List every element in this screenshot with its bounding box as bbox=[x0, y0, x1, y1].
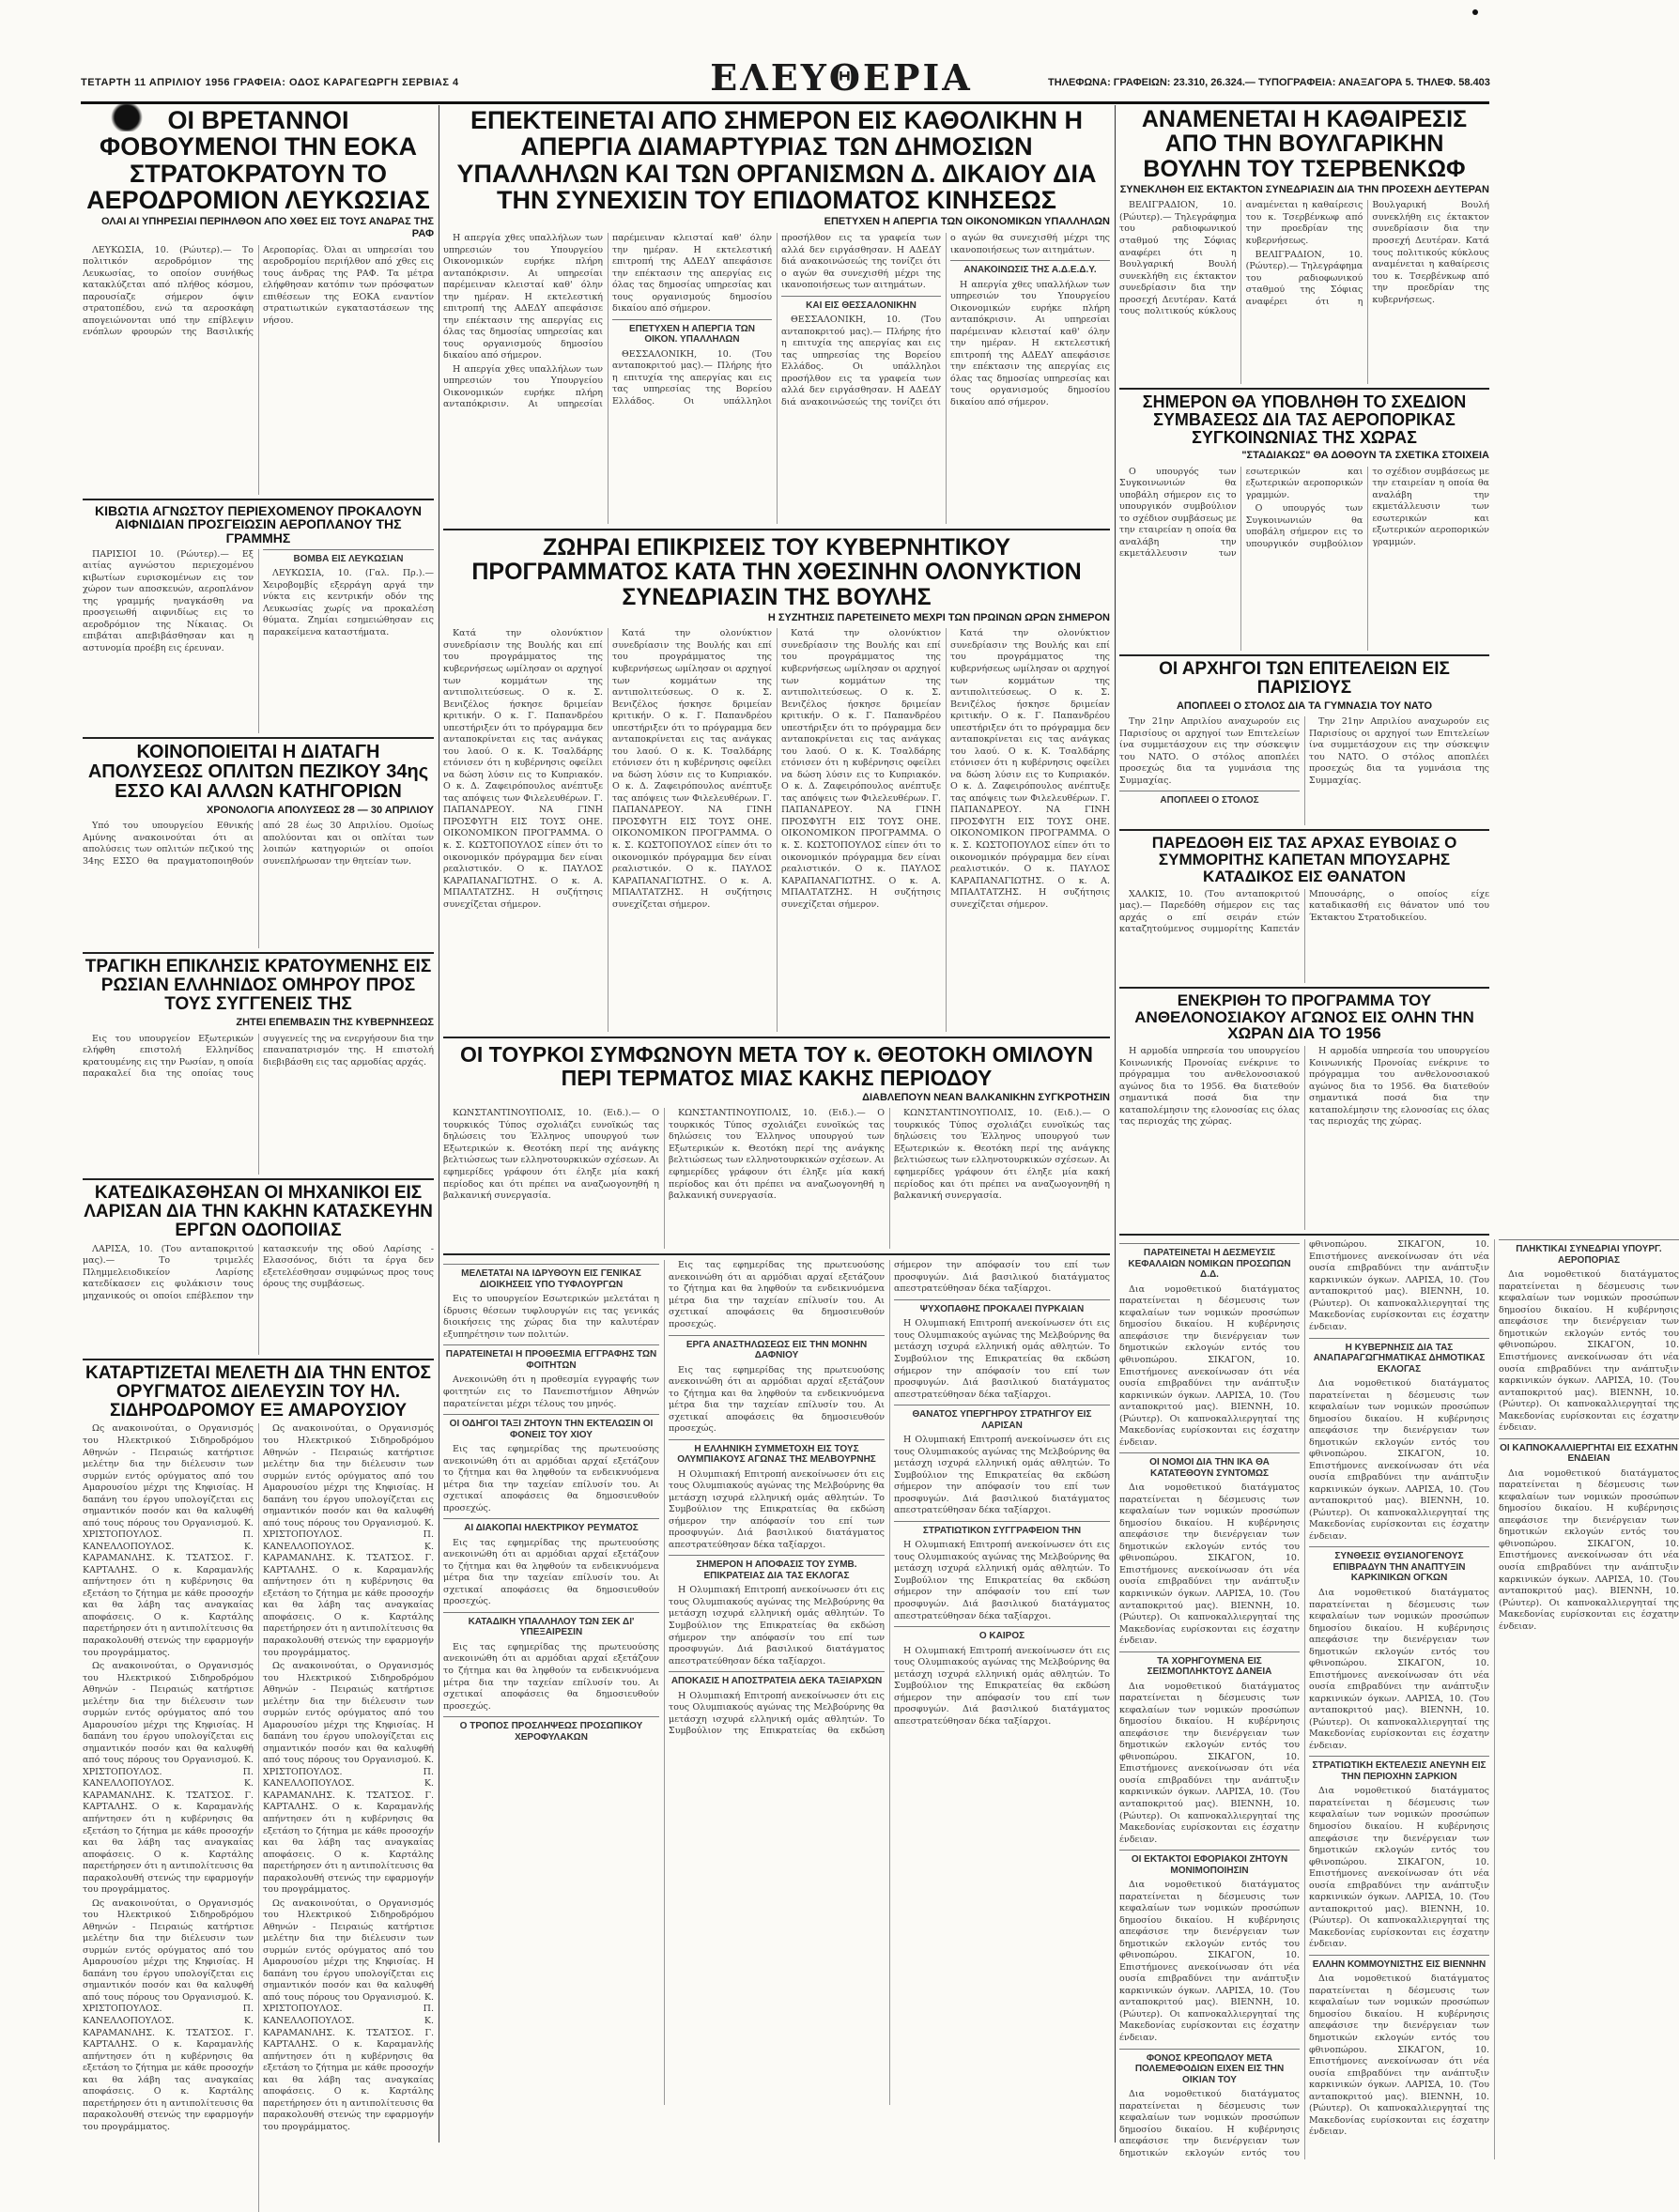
article-paragraph: Η απεργία χθες υπαλλήλων των υπηρεσιών του Υπουργείου Οικονομικών ευρήκε πλήρη ανταπόκρισιν. Αι υπηρεσίαι παρέμειναν κλεισταί καθ' όλην την ημέραν. Η εκτελεστική επιτροπή της ΑΔΕΔΥ απεφάσισε την επέκτασιν της απεργίας εις όλας τας δημοσίας υπηρεσίας και τους οργανισμούς δημοσίου δικαίου από σήμερον. bbox=[950, 279, 1110, 407]
article-paragraph: Δια νομοθετικού διατάγματος παρατείνεται η δέσμευσις των κεφαλαίων των νομικών προσώπων δημοσίου δικαίου. Η κυβέρνησις απεφάσισε την διενέργειαν των δημοτικών εκλογών εντός του φθινοπώρου. ΣΙΚΑΓΟΝ, 10. Επιστήμονες ανεκοίνωσαν ότι νέα ουσία επιβραδύνει την ανάπτυξιν καρκινικών όγκων. ΛΑΡΙΣΑ, 10. (Του ανταποκριτού μας). ΒΙΕΝΝΗ, 10. (Ρώυτερ). Οι καπνοκαλλιεργηταί της Μακεδονίας ευρίσκονται εις έσχατην ένδειαν. bbox=[1119, 1880, 1300, 2043]
article-paragraph: Εις τας εφημερίδας της πρωτευούσης ανεκοινώθη ότι αι αρμόδιαι αρχαί εξετάζουν το ζήτημα και θα ληφθούν τα ενδεικνυόμενα μέτρα δια την ταχείαν επίλυσίν του. Αι σχετικαί αποφάσεις θα δημοσιευθούν προσεχώς. bbox=[669, 1260, 885, 1329]
article-body bbox=[1119, 889, 1489, 983]
article-paragraph: Η απεργία χθες υπαλλήλων των υπηρεσιών του Υπουργείου Οικονομικών ευρήκε πλήρη ανταπόκρισιν. Αι υπηρεσίαι παρέμειναν κλεισταί καθ' όλην την ημέραν. Η εκτελεστική επιτροπή της ΑΔΕΔΥ απεφάσισε την επέκτασιν της απεργίας εις όλας τας δημοσίας υπηρεσίας και τους οργανισμούς δημοσίου δικαίου από σήμερον. bbox=[443, 233, 603, 361]
news-title: Η ΕΛΛΗΝΙΚΗ ΣΥΜΜΕΤΟΧΗ ΕΙΣ ΤΟΥΣ ΟΛΥΜΠΙΑΚΟΥΣ ΑΓΩΝΑΣ ΤΗΣ ΜΕΛΒΟΥΡΝΗΣ bbox=[669, 1439, 885, 1466]
section-title: ΑΝΑΚΟΙΝΩΣΙΣ ΤΗΣ Α.Δ.Ε.Δ.Υ. bbox=[950, 260, 1110, 276]
article-body bbox=[83, 245, 434, 495]
article-headline: ΟΙ ΒΡΕΤΑΝΝΟΙ ΦΟΒΟΥΜΕΝΟΙ ΤΗΝ ΕΟΚΑ ΣΤΡΑΤΟΚΡΑΤΟΥΝ ΤΟ ΑΕΡΟΔΡΟΜΙΟΝ ΛΕΥΚΩΣΙΑΣ bbox=[86, 106, 430, 215]
news-title: ΑΠΟΚΑΣΙΣ Η ΑΠΟΣΤΡΑΤΕΙΑ ΔΕΚΑ ΤΑΞΙΑΡΧΩΝ bbox=[669, 1671, 885, 1687]
article-paragraph: Ως ανακοινούται, ο Οργανισμός του Ηλεκτρικού Σιδηροδρόμου Αθηνών - Πειραιώς κατήρτισε μελέτην δια την διέλευσιν των συρμών εντός ορύγματος από του Αμαρουσίου μέχρι της Κηφισίας. Η δαπάνη του έργου υπολογίζεται εις σημαντικόν ποσόν και θα καλυφθή από τους πόρους του Οργανισμού. Κ. ΧΡΙΣΤΟΠΟΥΛΟΣ. Π. ΚΑΝΕΛΛΟΠΟΥΛΟΣ. Κ. ΚΑΡΑΜΑΝΛΗΣ. Κ. ΤΣΑΤΣΟΣ. Γ. ΚΑΡΤΑΛΗΣ. Ο κ. Καραμανλής απήντησεν ότι η κυβέρνησις θα εξετάση το ζήτημα με κάθε προσοχήν και θα λάβη τας αναγκαίας αποφάσεις. Ο κ. Καρτάλης παρετήρησεν ότι η αντιπολίτευσις θα παρακολουθή στενώς την εφαρμογήν του προγράμματος. bbox=[263, 1897, 434, 2132]
box-title: ΒΟΜΒΑ ΕΙΣ ΛΕΥΚΩΣΙΑΝ bbox=[263, 549, 434, 565]
news-title: ΣΤΡΑΤΙΩΤΙΚΗ ΕΚΤΕΛΕΣΙΣ ΑΝΕΥΝΗ ΕΙΣ ΤΗΝ ΠΕΡΙΟΧΗΝ ΣΑΡΚΙΟΝ bbox=[1309, 1756, 1489, 1782]
article-paragraph: ΛΑΡΙΣΑ, 10. (Του ανταποκριτού μας).— Το τριμελές Πλημμελειοδικείον Λαρίσης κατεδίκασεν εις φυλάκισιν τους μηχανικούς οι οποίοι επέβλεπον την κατασκευήν της οδού Λαρίσης - Ελασσόνος, διότι τα έργα δεν εξετελέσθησαν συμφώνως προς τους όρους της συμβάσεως. bbox=[83, 1243, 434, 1301]
news-title: ΟΙ ΟΔΗΓΟΙ ΤΑΞΙ ΖΗΤΟΥΝ ΤΗΝ ΕΚΤΕΛΩΣΙΝ ΟΙ ΦΟΝΕΙΣ ΤΟΥ ΧΙΟΥ bbox=[443, 1414, 659, 1440]
news-title: ΣΤΡΑΤΙΩΤΙΚΟΝ ΣΥΓΓΡΑΦΕΙΟΝ ΤΗΝ bbox=[894, 1521, 1110, 1537]
article-paragraph: Δια νομοθετικού διατάγματος παρατείνεται η δέσμευσις των κεφαλαίων των νομικών προσώπων δημοσίου δικαίου. Η κυβέρνησις απεφάσισε την διενέργειαν των δημοτικών εκλογών εντός του φθινοπώρου. ΣΙΚΑΓΟΝ, 10. Επιστήμονες ανεκοίνωσαν ότι νέα ουσία επιβραδύνει την ανάπτυξιν καρκινικών όγκων. ΛΑΡΙΣΑ, 10. (Του ανταποκριτού μας). ΒΙΕΝΝΗ, 10. (Ρώυτερ). Οι καπνοκαλλιεργηταί της Μακεδονίας ευρίσκονται εις έσχατην ένδειαν. bbox=[1309, 1587, 1489, 1751]
article-paragraph: ΘΕΣΣΑΛΟΝΙΚΗ, 10. (Του ανταποκριτού μας).— Πλήρης ήτο η επιτυχία της απεργίας και εις τας υπηρεσίας της Βορείου Ελλάδος. Οι υπάλληλοι προσήλθον εις τα γραφεία των αλλά δεν ειργάσθησαν. Η ΑΔΕΔΥ διά ανακοινώσεώς της τονίζει ότι ο αγών θα συνεχισθή μέχρι της ικανοποιήσεως των αιτημάτων. bbox=[612, 233, 941, 407]
contact-line: ΤΗΛΕΦΩΝΑ: ΓΡΑΦΕΙΩΝ: 23.310, 26.324.— ΤΥΠΟΓΡΑΦΕΙΑ: ΑΝΑΞΑΓΟΡΑ 5. ΤΗΛΕΦ. 58.403 bbox=[1048, 77, 1490, 88]
article-paragraph: Την 21ην Απριλίου αναχωρούν εις Παρισίους οι αρχηγοί των Επιτελείων ίνα συμμετάσχουν εις την σύσκεψιν του ΝΑΤΟ. Ο στόλος αποπλέει προσεχώς δια τα γυμνάσια της Συμμαχίας. bbox=[1119, 716, 1300, 786]
short-news-grid bbox=[443, 1260, 1110, 2105]
news-title: Ο ΤΡΟΠΟΣ ΠΡΟΣΛΗΨΕΩΣ ΠΡΟΣΩΠΙΚΟΥ ΧΕΡΟΦΥΛΑΚΩΝ bbox=[443, 1716, 659, 1743]
article-headline: ΚΑΤΕΔΙΚΑΣΘΗΣΑΝ ΟΙ ΜΗΧΑΝΙΚΟΙ ΕΙΣ ΛΑΡΙΣΑΝ ΔΙΑ ΤΗΝ ΚΑΚΗΝ ΚΑΤΑΣΚΕΥΗΝ ΕΡΓΩΝ ΟΔΟΠΟΙΙΑΣ bbox=[84, 1182, 433, 1240]
article-headline: ΚΑΤΑΡΤΙΖΕΤΑΙ ΜΕΛΕΤΗ ΔΙΑ ΤΗΝ ΕΝΤΟΣ ΟΡΥΓΜΑΤΟΣ ΔΙΕΛΕΥΣΙΝ ΤΟΥ ΗΛ. ΣΙΔΗΡΟΔΡΟΜΟΥ ΕΞ ΑΜΑΡΟΥΣΙΟΥ bbox=[85, 1362, 431, 1421]
article-paragraph: Η Ολυμπιακή Επιτροπή ανεκοίνωσεν ότι εις τους Ολυμπιακούς αγώνας της Μελβούρνης θα μετάσχη ισχυρά ελληνική ομάς αθλητών. Το Συμβούλιον της Επικρατείας θα εκδώση σήμερον την απόφασίν του επί των προσφυγών. Διά βασιλικού διατάγματος απεστρατεύθησαν δέκα ταξίαρχοι. bbox=[669, 1468, 885, 1550]
article-headline: ΕΝΕΚΡΙΘΗ ΤΟ ΠΡΟΓΡΑΜΜΑ ΤΟΥ ΑΝΘΕΛΟΝΟΣΙΑΚΟΥ ΑΓΩΝΟΣ ΕΙΣ ΟΛΗΝ ΤΗΝ ΧΩΡΑΝ ΔΙΑ ΤΟ 1956 bbox=[1134, 991, 1474, 1043]
article-paragraph: Εις τας εφημερίδας της πρωτευούσης ανεκοινώθη ότι αι αρμόδιαι αρχαί εξετάζουν το ζήτημα και θα ληφθούν τα ενδεικνυόμενα μέτρα δια την ταχείαν επίλυσίν του. Αι σχετικαί αποφάσεις θα δημοσιευθούν προσεχώς. bbox=[443, 1444, 659, 1513]
article-subheadline: ΧΡΟΝΟΛΟΓΙΑ ΑΠΟΛΥΣΕΩΣ 28 — 30 ΑΠΡΙΛΙΟΥ bbox=[206, 804, 434, 816]
lead-subheadline: ΕΠΕΤΥΧΕΝ Η ΑΠΕΡΓΙΑ ΤΩΝ ΟΙΚΟΝΟΜΙΚΩΝ ΥΠΑΛΛΗΛΩΝ bbox=[824, 216, 1110, 228]
article-paragraph: Δια νομοθετικού διατάγματος παρατείνεται η δέσμευσις των κεφαλαίων των νομικών προσώπων δημοσίου δικαίου. Η κυβέρνησις απεφάσισε την διενέργειαν των δημοτικών εκλογών εντός του φθινοπώρου. ΣΙΚΑΓΟΝ, 10. Επιστήμονες ανεκοίνωσαν ότι νέα ουσία επιβραδύνει την ανάπτυξιν καρκινικών όγκων. ΛΑΡΙΣΑ, 10. (Του ανταποκριτού μας). ΒΙΕΝΝΗ, 10. (Ρώυτερ). Οι καπνοκαλλιεργηταί της Μακεδονίας ευρίσκονται εις έσχατην ένδειαν. bbox=[1499, 1467, 1679, 1632]
date-line: ΤΕΤΑΡΤΗ 11 ΑΠΡΙΛΙΟΥ 1956 ΓΡΑΦΕΙΑ: ΟΔΟΣ ΚΑΡΑΓΕΩΡΓΗ ΣΕΡΒΙΑΣ 4 bbox=[81, 77, 459, 88]
article-paragraph: Ο υπουργός των Συγκοινωνιών θα υποβάλη σήμερον εις το υπουργικόν συμβούλιον το σχέδιον συμβάσεως με την εταιρείαν η οποία θα αναλάβη την εκμετάλλευσιν των εσωτερικών και εξωτερικών αεροπορικών γραμμών. bbox=[1245, 466, 1489, 549]
section-title: ΑΠΟΠΛΕΕΙ Ο ΣΤΟΛΟΣ bbox=[1119, 791, 1300, 806]
article-paragraph: Δια νομοθετικού διατάγματος παρατείνεται η δέσμευσις των κεφαλαίων των νομικών προσώπων δημοσίου δικαίου. Η κυβέρνησις απεφάσισε την διενέργειαν των δημοτικών εκλογών εντός του φθινοπώρου. ΣΙΚΑΓΟΝ, 10. Επιστήμονες ανεκοίνωσαν ότι νέα ουσία επιβραδύνει την ανάπτυξιν καρκινικών όγκων. ΛΑΡΙΣΑ, 10. (Του ανταποκριτού μας). ΒΙΕΝΝΗ, 10. (Ρώυτερ). Οι καπνοκαλλιεργηταί της Μακεδονίας ευρίσκονται εις έσχατην ένδειαν. bbox=[1499, 1269, 1679, 1434]
article-body bbox=[1119, 200, 1489, 384]
article-paragraph: Ως ανακοινούται, ο Οργανισμός του Ηλεκτρικού Σιδηροδρόμου Αθηνών - Πειραιώς κατήρτισε μελέτην δια την διέλευσιν των συρμών εντός ορύγματος από του Αμαρουσίου μέχρι της Κηφισίας. Η δαπάνη του έργου υπολογίζεται εις σημαντικόν ποσόν και θα καλυφθή από τους πόρους του Οργανισμού. Κ. ΧΡΙΣΤΟΠΟΥΛΟΣ. Π. ΚΑΝΕΛΛΟΠΟΥΛΟΣ. Κ. ΚΑΡΑΜΑΝΛΗΣ. Κ. ΤΣΑΤΣΟΣ. Γ. ΚΑΡΤΑΛΗΣ. Ο κ. Καραμανλής απήντησεν ότι η κυβέρνησις θα εξετάση το ζήτημα με κάθε προσοχήν και θα λάβη τας αναγκαίας αποφάσεις. Ο κ. Καρτάλης παρετήρησεν ότι η αντιπολίτευσις θα παρακολουθή στενώς την εφαρμογήν του προγράμματος. bbox=[83, 1423, 254, 1658]
article-paragraph: Υπό του υπουργείου Εθνικής Αμύνης ανακοινούται ότι αι απολύσεις των οπλιτών πεζικού της 34ης ΕΣΣΟ θα πραγματοποιηθούν από 28 έως 30 Απριλίου. Ομοίως απολύονται και οι οπλίται των λοιπών κατηγοριών οι οποίοι συνεπλήρωσαν την θητείαν των. bbox=[83, 821, 434, 867]
news-title: ΣΗΜΕΡΟΝ Η ΑΠΟΦΑΣΙΣ ΤΟΥ ΣΥΜΒ. ΕΠΙΚΡΑΤΕΙΑΣ ΔΙΑ ΤΑΣ ΕΚΛΟΓΑΣ bbox=[669, 1555, 885, 1581]
center-column bbox=[443, 105, 1110, 2143]
article-paragraph: Ως ανακοινούται, ο Οργανισμός του Ηλεκτρικού Σιδηροδρόμου Αθηνών - Πειραιώς κατήρτισε μελέτην δια την διέλευσιν των συρμών εντός ορύγματος από του Αμαρουσίου μέχρι της Κηφισίας. Η δαπάνη του έργου υπολογίζεται εις σημαντικόν ποσόν και θα καλυφθή από τους πόρους του Οργανισμού. Κ. ΧΡΙΣΤΟΠΟΥΛΟΣ. Π. ΚΑΝΕΛΛΟΠΟΥΛΟΣ. Κ. ΚΑΡΑΜΑΝΛΗΣ. Κ. ΤΣΑΤΣΟΣ. Γ. ΚΑΡΤΑΛΗΣ. Ο κ. Καραμανλής απήντησεν ότι η κυβέρνησις θα εξετάση το ζήτημα με κάθε προσοχήν και θα λάβη τας αναγκαίας αποφάσεις. Ο κ. Καρτάλης παρετήρησεν ότι η αντιπολίτευσις θα παρακολουθή στενώς την εφαρμογήν του προγράμματος. bbox=[83, 1897, 254, 2132]
article-subheadline: ΖΗΤΕΙ ΕΠΕΜΒΑΣΙΝ ΤΗΣ ΚΥΒΕΡΝΗΣΕΩΣ bbox=[236, 1017, 434, 1029]
article-body bbox=[83, 549, 434, 733]
article-paragraph: ΚΩΝΣΤΑΝΤΙΝΟΥΠΟΛΙΣ, 10. (Ειδ.).— Ο τουρκικός Τύπος σχολιάζει ευνοϊκώς τας δηλώσεις του Έλληνος υπουργού των Εξωτερικών κ. Θεοτόκη περί της ανάγκης βελτιώσεως των ελληνοτουρκικών σχέσεων. Αι εφημερίδες γράφουν ότι έληξε μία κακή περίοδος και ότι πρέπει να αναζωογονηθή η βαλκανική συνεργασία. bbox=[443, 1108, 659, 1202]
article-headline: ΟΙ ΑΡΧΗΓΟΙ ΤΩΝ ΕΠΙΤΕΛΕΙΩΝ ΕΙΣ ΠΑΡΙΣΙΟΥΣ bbox=[1159, 658, 1450, 698]
right-column bbox=[1119, 105, 1679, 2158]
article-body bbox=[83, 1423, 434, 2212]
article-body bbox=[1119, 467, 1489, 651]
article-paragraph: Η αρμοδία υπηρεσία του υπουργείου Κοινωνικής Προνοίας ενέκρινε το πρόγραμμα του ανθελονοσιακού αγώνος δια το 1956. Θα διατεθούν σημαντικά ποσά δια την καταπολέμησιν της ελονοσίας εις όλας τας περιοχάς της χώρας. bbox=[1119, 1046, 1300, 1128]
article-subheadline: "ΣΤΑΔΙΑΚΩΣ" ΘΑ ΔΟΘΟΥΝ ΤΑ ΣΧΕΤΙΚΑ ΣΤΟΙΧΕΙΑ bbox=[1241, 450, 1489, 462]
turkey-subheadline: ΔΙΑΒΛΕΠΟΥΝ ΝΕΑΝ ΒΑΛΚΑΝΙΚΗΝ ΣΥΓΚΡΟΤΗΣΙΝ bbox=[862, 1091, 1110, 1103]
article-body bbox=[83, 1034, 434, 1175]
article-paragraph: Η Ολυμπιακή Επιτροπή ανεκοίνωσεν ότι εις τους Ολυμπιακούς αγώνας της Μελβούρνης θα μετάσχη ισχυρά ελληνική ομάς αθλητών. Το Συμβούλιον της Επικρατείας θα εκδώση σήμερον την απόφασίν του επί των προσφυγών. Διά βασιλικού διατάγματος απεστρατεύθησαν δέκα ταξίαρχοι. bbox=[894, 1540, 1110, 1621]
news-title: ΟΙ ΚΑΠΝΟΚΑΛΛΙΕΡΓΗΤΑΙ ΕΙΣ ΕΣΧΑΤΗΝ ΕΝΔΕΙΑΝ bbox=[1499, 1438, 1679, 1465]
article-paragraph: Δια νομοθετικού διατάγματος παρατείνεται η δέσμευσις των κεφαλαίων των νομικών προσώπων δημοσίου δικαίου. Η κυβέρνησις απεφάσισε την διενέργειαν των δημοτικών εκλογών εντός του φθινοπώρου. ΣΙΚΑΓΟΝ, 10. Επιστήμονες ανεκοίνωσαν ότι νέα ουσία επιβραδύνει την ανάπτυξιν καρκινικών όγκων. ΛΑΡΙΣΑ, 10. (Του ανταποκριτού μας). ΒΙΕΝΝΗ, 10. (Ρώυτερ). Οι καπνοκαλλιεργηταί της Μακεδονίας ευρίσκονται εις έσχατην ένδειαν. bbox=[1309, 1378, 1489, 1542]
article-paragraph: ΛΕΥΚΩΣΙΑ, 10. (Ρώυτερ).— Το πολιτικόν αεροδρόμιον της Λευκωσίας, το οποίον συνήθως κατακλύζεται από πλήθος κόσμου, παρουσίαζε σήμερον όψιν στρατοπέδου, ενώ τα αεροσκάφη απογειώνονται υπό την επίβλεψιν ενόπλων φρουρών της Βασιλικής Αεροπορίας. Όλαι αι υπηρεσίαι του αεροδρομίου περιήλθον από χθες εις τους άνδρας της ΡΑΦ. Τα μέτρα ελήφθησαν κατόπιν των πρόσφατων επιθέσεων της ΕΟΚΑ εναντίον στρατιωτικών εγκαταστάσεων της νήσου. bbox=[83, 244, 434, 338]
article-paragraph: Εις τας εφημερίδας της πρωτευούσης ανεκοινώθη ότι αι αρμόδιαι αρχαί εξετάζουν το ζήτημα και θα ληφθούν τα ενδεικνυόμενα μέτρα δια την ταχείαν επίλυσίν του. Αι σχετικαί αποφάσεις θα δημοσιευθούν προσεχώς. bbox=[669, 1364, 885, 1435]
left-column bbox=[83, 105, 434, 2143]
parliament-subheadline: Η ΣΥΖΗΤΗΣΙΣ ΠΑΡΕΤΕΙΝΕΤΟ ΜΕΧΡΙ ΤΩΝ ΠΡΩΙΝΩΝ ΩΡΩΝ ΣΗΜΕΡΟΝ bbox=[767, 611, 1110, 623]
lead-article-body bbox=[443, 233, 1110, 524]
article-paragraph: ΛΕΥΚΩΣΙΑ, 10. (Γαλ. Πρ.).— Χειροβομβίς εξερράγη αργά την νύκτα εις κεντρικήν οδόν της Λευκωσίας χωρίς να προκαλέση θύματα. Ζημίαι εσημειώθησαν εις παρακείμενα καταστήματα. bbox=[263, 568, 434, 637]
lead-headline: ΕΠΕΚΤΕΙΝΕΤΑΙ ΑΠΟ ΣΗΜΕΡΟΝ ΕΙΣ ΚΑΘΟΛΙΚΗΝ Η ΑΠΕΡΓΙΑ ΔΙΑΜΑΡΤΥΡΙΑΣ ΤΩΝ ΔΗΜΟΣΙΩΝ ΥΠΑΛΛΗΛΩΝ ΚΑΙ ΤΩΝ ΟΡΓΑΝΙΣΜΩΝ Δ. ΔΙΚΑΙΟΥ ΔΙΑ ΤΗΝ ΣΥΝΕΧΙΣΙΝ ΤΟΥ ΕΠΙΔΟΜΑΤΟΣ ΚΙΝΗΣΕΩΣ bbox=[456, 106, 1097, 215]
article-subheadline: ΣΥΝΕΚΛΗΘΗ ΕΙΣ ΕΚΤΑΚΤΟΝ ΣΥΝΕΔΡΙΑΣΙΝ ΔΙΑ ΤΗΝ ΠΡΟΣΕΧΗ ΔΕΥΤΕΡΑΝ bbox=[1119, 183, 1489, 195]
news-title: ΘΑΝΑΤΟΣ ΥΠΕΡΓΗΡΟΥ ΣΤΡΑΤΗΓΟΥ ΕΙΣ ΛΑΡΙΣΑΝ bbox=[894, 1405, 1110, 1431]
article-paragraph: ΘΕΣΣΑΛΟΝΙΚΗ, 10. (Του ανταποκριτού μας).— Πλήρης ήτο η επιτυχία της απεργίας και εις τας υπηρεσίας της Βορείου Ελλάδος. Οι υπάλληλοι προσήλθον εις τα γραφεία των αλλά δεν ειργάσθησαν. Η ΑΔΕΔΥ διά ανακοινώσεώς της τονίζει ότι ο αγών θα συνεχισθή μέχρι της ικανοποιήσεως των αιτημάτων. bbox=[781, 233, 1110, 407]
article-paragraph: Ο υπουργός των Συγκοινωνιών θα υποβάλη σήμερον εις το υπουργικόν συμβούλιον το σχέδιον συμβάσεως με την εταιρείαν η οποία θα αναλάβη την εκμετάλλευσιν των εσωτερικών και εξωτερικών αεροπορικών γραμμών. bbox=[1119, 466, 1363, 560]
article-paragraph: Κατά την ολονύκτιον συνεδρίασιν της Βουλής και επί του προγράμματος της κυβερνήσεως ωμίλησαν οι αρχηγοί των κομμάτων της αντιπολιτεύσεως. Ο κ. Σ. Βενιζέλος ήσκησε δριμείαν κριτικήν. Ο κ. Γ. Παπανδρέου υπεστήριξεν ότι το πρόγραμμα δεν ανταποκρίνεται εις τας ανάγκας του λαού. Ο κ. Κ. Τσαλδάρης ετόνισεν ότι η κυβέρνησις οφείλει να δώση λύσιν εις το Κυπριακόν. Ο κ. Δ. Ζαφειρόπουλος ανέπτυξε τας απόψεις των Φιλελευθέρων. Γ. ΠΑΠΑΝΔΡΕΟΥ. ΝΑ ΓΙΝΗ ΠΡΟΣΦΥΓΗ ΕΙΣ ΤΟΥΣ ΟΗΕ. ΟΙΚΟΝΟΜΙΚΟΝ ΠΡΟΓΡΑΜΜΑ. Ο κ. Σ. ΚΩΣΤΟΠΟΥΛΟΣ είπεν ότι το οικονομικόν πρόγραμμα δεν είναι ρεαλιστικόν. Ο κ. ΠΑΥΛΟΣ ΚΑΡΑΠΑΝΑΓΙΩΤΗΣ. Ο κ. Α. ΜΠΑΛΤΑΤΖΗΣ. Η συζήτησις συνεχίζεται σήμερον. bbox=[612, 628, 772, 910]
article-paragraph: Δια νομοθετικού διατάγματος παρατείνεται η δέσμευσις των κεφαλαίων των νομικών προσώπων δημοσίου δικαίου. Η κυβέρνησις απεφάσισε την διενέργειαν των δημοτικών εκλογών εντός του φθινοπώρου. ΣΙΚΑΓΟΝ, 10. Επιστήμονες ανεκοίνωσαν ότι νέα ουσία επιβραδύνει την ανάπτυξιν καρκινικών όγκων. ΛΑΡΙΣΑ, 10. (Του ανταποκριτού μας). ΒΙΕΝΝΗ, 10. (Ρώυτερ). Οι καπνοκαλλιεργηταί της Μακεδονίας ευρίσκονται εις έσχατην ένδειαν. bbox=[1309, 1786, 1489, 1950]
article-paragraph: Κατά την ολονύκτιον συνεδρίασιν της Βουλής και επί του προγράμματος της κυβερνήσεως ωμίλησαν οι αρχηγοί των κομμάτων της αντιπολιτεύσεως. Ο κ. Σ. Βενιζέλος ήσκησε δριμείαν κριτικήν. Ο κ. Γ. Παπανδρέου υπεστήριξεν ότι το πρόγραμμα δεν ανταποκρίνεται εις τας ανάγκας του λαού. Ο κ. Κ. Τσαλδάρης ετόνισεν ότι η κυβέρνησις οφείλει να δώση λύσιν εις το Κυπριακόν. Ο κ. Δ. Ζαφειρόπουλος ανέπτυξε τας απόψεις των Φιλελευθέρων. Γ. ΠΑΠΑΝΔΡΕΟΥ. ΝΑ ΓΙΝΗ ΠΡΟΣΦΥΓΗ ΕΙΣ ΤΟΥΣ ΟΗΕ. ΟΙΚΟΝΟΜΙΚΟΝ ΠΡΟΓΡΑΜΜΑ. Ο κ. Σ. ΚΩΣΤΟΠΟΥΛΟΣ είπεν ότι το οικονομικόν πρόγραμμα δεν είναι ρεαλιστικόν. Ο κ. ΠΑΥΛΟΣ ΚΑΡΑΠΑΝΑΓΙΩΤΗΣ. Ο κ. Α. ΜΠΑΛΤΑΤΖΗΣ. Η συζήτησις συνεχίζεται σήμερον. bbox=[781, 628, 941, 910]
article-paragraph: Η Ολυμπιακή Επιτροπή ανεκοίνωσεν ότι εις τους Ολυμπιακούς αγώνας της Μελβούρνης θα μετάσχη ισχυρά ελληνική ομάς αθλητών. Το Συμβούλιον της Επικρατείας θα εκδώση σήμερον την απόφασίν του επί των προσφυγών. Διά βασιλικού διατάγματος απεστρατεύθησαν δέκα ταξίαρχοι. bbox=[669, 1585, 885, 1667]
article-paragraph: Ως ανακοινούται, ο Οργανισμός του Ηλεκτρικού Σιδηροδρόμου Αθηνών - Πειραιώς κατήρτισε μελέτην δια την διέλευσιν των συρμών εντός ορύγματος από του Αμαρουσίου μέχρι της Κηφισίας. Η δαπάνη του έργου υπολογίζεται εις σημαντικόν ποσόν και θα καλυφθή από τους πόρους του Οργανισμού. Κ. ΧΡΙΣΤΟΠΟΥΛΟΣ. Π. ΚΑΝΕΛΛΟΠΟΥΛΟΣ. Κ. ΚΑΡΑΜΑΝΛΗΣ. Κ. ΤΣΑΤΣΟΣ. Γ. ΚΑΡΤΑΛΗΣ. Ο κ. Καραμανλής απήντησεν ότι η κυβέρνησις θα εξετάση το ζήτημα με κάθε προσοχήν και θα λάβη τας αναγκαίας αποφάσεις. Ο κ. Καρτάλης παρετήρησεν ότι η αντιπολίτευσις θα παρακολουθή στενώς την εφαρμογήν του προγράμματος. bbox=[83, 1661, 254, 1896]
article-paragraph: Η Ολυμπιακή Επιτροπή ανεκοίνωσεν ότι εις τους Ολυμπιακούς αγώνας της Μελβούρνης θα μετάσχη ισχυρά ελληνική ομάς αθλητών. Το Συμβούλιον της Επικρατείας θα εκδώση σήμερον την απόφασίν του επί των προσφυγών. Διά βασιλικού διατάγματος απεστρατεύθησαν δέκα ταξίαρχοι. bbox=[894, 1435, 1110, 1516]
article-paragraph: Την 21ην Απριλίου αναχωρούν εις Παρισίους οι αρχηγοί των Επιτελείων ίνα συμμετάσχουν εις την σύσκεψιν του ΝΑΤΟ. Ο στόλος αποπλέει προσεχώς δια τα γυμνάσια της Συμμαχίας. bbox=[1309, 716, 1489, 786]
article-paragraph: Κατά την ολονύκτιον συνεδρίασιν της Βουλής και επί του προγράμματος της κυβερνήσεως ωμίλησαν οι αρχηγοί των κομμάτων της αντιπολιτεύσεως. Ο κ. Σ. Βενιζέλος ήσκησε δριμείαν κριτικήν. Ο κ. Γ. Παπανδρέου υπεστήριξεν ότι το πρόγραμμα δεν ανταποκρίνεται εις τας ανάγκας του λαού. Ο κ. Κ. Τσαλδάρης ετόνισεν ότι η κυβέρνησις οφείλει να δώση λύσιν εις το Κυπριακόν. Ο κ. Δ. Ζαφειρόπουλος ανέπτυξε τας απόψεις των Φιλελευθέρων. Γ. ΠΑΠΑΝΔΡΕΟΥ. ΝΑ ΓΙΝΗ ΠΡΟΣΦΥΓΗ ΕΙΣ ΤΟΥΣ ΟΗΕ. ΟΙΚΟΝΟΜΙΚΟΝ ΠΡΟΓΡΑΜΜΑ. Ο κ. Σ. ΚΩΣΤΟΠΟΥΛΟΣ είπεν ότι το οικονομικόν πρόγραμμα δεν είναι ρεαλιστικόν. Ο κ. ΠΑΥΛΟΣ ΚΑΡΑΠΑΝΑΓΙΩΤΗΣ. Ο κ. Α. ΜΠΑΛΤΑΤΖΗΣ. Η συζήτησις συνεχίζεται σήμερον. bbox=[950, 628, 1110, 910]
news-title: ΟΙ ΕΚΤΑΚΤΟΙ ΕΦΟΡΙΑΚΟΙ ΖΗΤΟΥΝ ΜΟΝΙΜΟΠΟΙΗΣΙΝ bbox=[1119, 1850, 1300, 1876]
article-headline: ΤΡΑΓΙΚΗ ΕΠΙΚΛΗΣΙΣ ΚΡΑΤΟΥΜΕΝΗΣ ΕΙΣ ΡΩΣΙΑΝ ΕΛΛΗΝΙΔΟΣ ΟΜΗΡΟΥ ΠΡΟΣ ΤΟΥΣ ΣΥΓΓΕΝΕΙΣ ΤΗΣ bbox=[85, 957, 432, 1015]
article-subheadline: ΟΛΑΙ ΑΙ ΥΠΗΡΕΣΙΑΙ ΠΕΡΙΗΛΘΟΝ ΑΠΟ ΧΘΕΣ ΕΙΣ ΤΟΥΣ ΑΝΔΡΑΣ ΤΗΣ ΡΑΦ bbox=[100, 216, 434, 240]
news-title: ΕΛΛΗΝ ΚΟΜΜΟΥΝΙΣΤΗΣ ΕΙΣ ΒΙΕΝΝΗΝ bbox=[1309, 1955, 1489, 1971]
article-subheadline: ΑΠΟΠΛΕΕΙ Ο ΣΤΟΛΟΣ ΔΙΑ ΤΑ ΓΥΜΝΑΣΙΑ ΤΟΥ ΝΑΤΟ bbox=[1176, 699, 1433, 712]
article-paragraph: ΒΕΛΙΓΡΑΔΙΟΝ, 10. (Ρώυτερ).— Τηλεγράφημα του ραδιοφωνικού σταθμού της Σόφιας αναφέρει ότι η Βουλγαρική Βουλή συνεκλήθη εις έκτακτον συνεδρίασιν δια την προσεχή Δευτέραν. Κατά τους πολιτικούς κύκλους αναμένεται η καθαίρεσις του κ. Τσερβένκωφ από την προεδρίαν της κυβερνήσεως. bbox=[1245, 200, 1489, 307]
article-paragraph: Εις το υπουργείον Εσωτερικών μελετάται η ίδρυσις θέσεων τυφλουργών εις τας γενικάς διοικήσεις της χώρας δια την καλυτέραν εξυπηρέτησιν των πολιτών. bbox=[443, 1294, 659, 1340]
article-paragraph: Η αρμοδία υπηρεσία του υπουργείου Κοινωνικής Προνοίας ενέκρινε το πρόγραμμα του ανθελονοσιακού αγώνος δια το 1956. Θα διατεθούν σημαντικά ποσά δια την καταπολέμησιν της ελονοσίας εις όλας τας περιοχάς της χώρας. bbox=[1309, 1046, 1489, 1128]
article-paragraph: Κατά την ολονύκτιον συνεδρίασιν της Βουλής και επί του προγράμματος της κυβερνήσεως ωμίλησαν οι αρχηγοί των κομμάτων της αντιπολιτεύσεως. Ο κ. Σ. Βενιζέλος ήσκησε δριμείαν κριτικήν. Ο κ. Γ. Παπανδρέου υπεστήριξεν ότι το πρόγραμμα δεν ανταποκρίνεται εις τας ανάγκας του λαού. Ο κ. Κ. Τσαλδάρης ετόνισεν ότι η κυβέρνησις οφείλει να δώση λύσιν εις το Κυπριακόν. Ο κ. Δ. Ζαφειρόπουλος ανέπτυξε τας απόψεις των Φιλελευθέρων. Γ. ΠΑΠΑΝΔΡΕΟΥ. ΝΑ ΓΙΝΗ ΠΡΟΣΦΥΓΗ ΕΙΣ ΤΟΥΣ ΟΗΕ. ΟΙΚΟΝΟΜΙΚΟΝ ΠΡΟΓΡΑΜΜΑ. Ο κ. Σ. ΚΩΣΤΟΠΟΥΛΟΣ είπεν ότι το οικονομικόν πρόγραμμα δεν είναι ρεαλιστικόν. Ο κ. ΠΑΥΛΟΣ ΚΑΡΑΠΑΝΑΓΙΩΤΗΣ. Ο κ. Α. ΜΠΑΛΤΑΤΖΗΣ. Η συζήτησις συνεχίζεται σήμερον. bbox=[443, 628, 603, 910]
section-title: ΕΠΕΤΥΧΕΝ Η ΑΠΕΡΓΙΑ ΤΩΝ ΟΙΚΟΝ. ΥΠΑΛΛΗΛΩΝ bbox=[612, 319, 772, 346]
news-title: ΠΑΡΑΤΕΙΝΕΤΑΙ Η ΠΡΟΘΕΣΜΙΑ ΕΓΓΡΑΦΗΣ ΤΩΝ ΦΟΙΤΗΤΩΝ bbox=[443, 1344, 659, 1371]
article-paragraph: Ως ανακοινούται, ο Οργανισμός του Ηλεκτρικού Σιδηροδρόμου Αθηνών - Πειραιώς κατήρτισε μελέτην δια την διέλευσιν των συρμών εντός ορύγματος από του Αμαρουσίου μέχρι της Κηφισίας. Η δαπάνη του έργου υπολογίζεται εις σημαντικόν ποσόν και θα καλυφθή από τους πόρους του Οργανισμού. Κ. ΧΡΙΣΤΟΠΟΥΛΟΣ. Π. ΚΑΝΕΛΛΟΠΟΥΛΟΣ. Κ. ΚΑΡΑΜΑΝΛΗΣ. Κ. ΤΣΑΤΣΟΣ. Γ. ΚΑΡΤΑΛΗΣ. Ο κ. Καραμανλής απήντησεν ότι η κυβέρνησις θα εξετάση το ζήτημα με κάθε προσοχήν και θα λάβη τας αναγκαίας αποφάσεις. Ο κ. Καρτάλης παρετήρησεν ότι η αντιπολίτευσις θα παρακολουθή στενώς την εφαρμογήν του προγράμματος. bbox=[263, 1423, 434, 1658]
article-paragraph: ΚΩΝΣΤΑΝΤΙΝΟΥΠΟΛΙΣ, 10. (Ειδ.).— Ο τουρκικός Τύπος σχολιάζει ευνοϊκώς τας δηλώσεις του Έλληνος υπουργού των Εξωτερικών κ. Θεοτόκη περί της ανάγκης βελτιώσεως των ελληνοτουρκικών σχέσεων. Αι εφημερίδες γράφουν ότι έληξε μία κακή περίοδος και ότι πρέπει να αναζωογονηθή η βαλκανική συνεργασία. bbox=[894, 1108, 1110, 1202]
parliament-headline: ΖΩΗΡΑΙ ΕΠΙΚΡΙΣΕΙΣ ΤΟΥ ΚΥΒΕΡΝΗΤΙΚΟΥ ΠΡΟΓΡΑΜΜΑΤΟΣ ΚΑΤΑ ΤΗΝ ΧΘΕΣΙΝΗΝ ΟΛΟΝΥΚΤΙΟΝ ΣΥΝΕΔΡΙΑΣΙΝ ΤΗΣ ΒΟΥΛΗΣ bbox=[471, 534, 1082, 610]
section-title: ΚΑΙ ΕΙΣ ΘΕΣΣΑΛΟΝΙΚΗΝ bbox=[781, 296, 941, 312]
news-title: ΨΥΧΟΠΑΘΗΣ ΠΡΟΚΑΛΕΙ ΠΥΡΚΑΙΑΝ bbox=[894, 1299, 1110, 1315]
article-headline: ΚΟΙΝΟΠΟΙΕΙΤΑΙ Η ΔΙΑΤΑΓΗ ΑΠΟΛΥΣΕΩΣ ΟΠΛΙΤΩΝ ΠΕΖΙΚΟΥ 34ης ΕΣΣΟ ΚΑΙ ΑΛΛΩΝ ΚΑΤΗΓΟΡΙΩΝ bbox=[87, 741, 429, 802]
article-paragraph: Η Ολυμπιακή Επιτροπή ανεκοίνωσεν ότι εις τους Ολυμπιακούς αγώνας της Μελβούρνης θα μετάσχη ισχυρά ελληνική ομάς αθλητών. Το Συμβούλιον της Επικρατείας θα εκδώση σήμερον την απόφασίν του επί των προσφυγών. Διά βασιλικού διατάγματος απεστρατεύθησαν δέκα ταξίαρχοι. bbox=[669, 1260, 1110, 1737]
article-paragraph: ΚΩΝΣΤΑΝΤΙΝΟΥΠΟΛΙΣ, 10. (Ειδ.).— Ο τουρκικός Τύπος σχολιάζει ευνοϊκώς τας δηλώσεις του Έλληνος υπουργού των Εξωτερικών κ. Θεοτόκη περί της ανάγκης βελτιώσεως των ελληνοτουρκικών σχέσεων. Αι εφημερίδες γράφουν ότι έληξε μία κακή περίοδος και ότι πρέπει να αναζωογονηθή η βαλκανική συνεργασία. bbox=[669, 1108, 885, 1202]
news-title: ΜΕΛΕΤΑΤΑΙ ΝΑ ΙΔΡΥΘΟΥΝ ΕΙΣ ΓΕΝΙΚΑΣ ΔΙΟΙΚΗΣΕΙΣ ΥΠΟ ΤΥΦΛΟΥΡΓΩΝ bbox=[443, 1264, 659, 1290]
news-title: ΟΙ ΝΟΜΟΙ ΔΙΑ ΤΗΝ ΙΚΑ ΘΑ ΚΑΤΑΤΕΘΟΥΝ ΣΥΝΤΟΜΩΣ bbox=[1119, 1452, 1300, 1479]
news-title: ΣΥΝΘΕΣΙΣ ΘΥΣΙΑΝΟΓΕΝΟΥΣ ΕΠΙΒΡΑΔΥΝ ΤΗΝ ΑΝΑΠΤΥΞΙΝ ΚΑΡΚΙΝΙΚΩΝ ΟΓΚΩΝ bbox=[1309, 1546, 1489, 1584]
news-title: ΕΡΓΑ ΑΝΑΣΤΗΛΩΣΕΩΣ ΕΙΣ ΤΗΝ ΜΟΝΗΝ ΔΑΦΝΙΟΥ bbox=[669, 1335, 885, 1361]
article-paragraph: Εις τας εφημερίδας της πρωτευούσης ανεκοινώθη ότι αι αρμόδιαι αρχαί εξετάζουν το ζήτημα και θα ληφθούν τα ενδεικνυόμενα μέτρα δια την ταχείαν επίλυσίν του. Αι σχετικαί αποφάσεις θα δημοσιευθούν προσεχώς. bbox=[443, 1537, 659, 1607]
article-headline: ΑΝΑΜΕΝΕΤΑΙ Η ΚΑΘΑΙΡΕΣΙΣ ΑΠΟ ΤΗΝ ΒΟΥΛΓΑΡΙΚΗΝ ΒΟΥΛΗΝ ΤΟΥ ΤΣΕΡΒΕΝΚΩΦ bbox=[1141, 106, 1468, 182]
news-title: ΠΑΡΑΤΕΙΝΕΤΑΙ Η ΔΕΣΜΕΥΣΙΣ ΚΕΦΑΛΑΙΩΝ ΝΟΜΙΚΩΝ ΠΡΟΣΩΠΩΝ Δ.Δ. bbox=[1119, 1243, 1300, 1281]
article-body bbox=[1119, 716, 1489, 825]
masthead bbox=[81, 56, 1489, 101]
article-paragraph: Η Ολυμπιακή Επιτροπή ανεκοίνωσεν ότι εις τους Ολυμπιακούς αγώνας της Μελβούρνης θα μετάσχη ισχυρά ελληνική ομάς αθλητών. Το Συμβούλιον της Επικρατείας θα εκδώση σήμερον την απόφασίν του επί των προσφυγών. Διά βασιλικού διατάγματος απεστρατεύθησαν δέκα ταξίαρχοι. bbox=[894, 1318, 1110, 1400]
parliament-article-body bbox=[443, 628, 1110, 1032]
article-body bbox=[83, 1244, 434, 1355]
article-paragraph: ΠΑΡΙΣΙΟΙ 10. (Ρώυτερ).— Εξ αιτίας αγνώστου περιεχομένου κιβωτίων ευρισκομένων εις τον χώρον των αποσκευών, αεροπλάνον της γραμμής ηναγκάσθη να προσγειωθή αιφνιδίως εις το αεροδρόμιον της Νίκαιας. Οι επιβάται απεβιβάσθησαν και η αστυνομία προέβη εις έρευναν. bbox=[83, 548, 254, 653]
ink-speck bbox=[1472, 9, 1478, 15]
article-paragraph: Εις τας εφημερίδας της πρωτευούσης ανεκοινώθη ότι αι αρμόδιαι αρχαί εξετάζουν το ζήτημα και θα ληφθούν τα ενδεικνυόμενα μέτρα δια την ταχείαν επίλυσίν του. Αι σχετικαί αποφάσεις θα δημοσιευθούν προσεχώς. bbox=[443, 1641, 659, 1712]
masthead-rule bbox=[81, 101, 1489, 104]
news-title: ΚΑΤΑΔΙΚΗ ΥΠΑΛΛΗΛΟΥ ΤΩΝ ΣΕΚ ΔΙ' ΥΠΕΞΑΙΡΕΣΙΝ bbox=[443, 1612, 659, 1638]
article-body bbox=[83, 821, 434, 948]
article-headline: ΚΙΒΩΤΙΑ ΑΓΝΩΣΤΟΥ ΠΕΡΙΕΧΟΜΕΝΟΥ ΠΡΟΚΑΛΟΥΝ ΑΙΦΝΙΔΙΑΝ ΠΡΟΣΓΕΙΩΣΙΝ ΑΕΡΟΠΛΑΝΟΥ ΤΗΣ ΓΡΑΜΜΗΣ bbox=[94, 502, 423, 546]
turkey-headline: ΟΙ ΤΟΥΡΚΟΙ ΣΥΜΦΩΝΟΥΝ ΜΕΤΑ ΤΟΥ κ. ΘΕΟΤΟΚΗ ΟΜΙΛΟΥΝ ΠΕΡΙ ΤΕΡΜΑΤΟΣ ΜΙΑΣ ΚΑΚΗΣ ΠΕΡΙΟΔΟΥ bbox=[460, 1042, 1093, 1090]
news-title: ΤΑ ΧΟΡΗΓΟΥΜΕΝΑ ΕΙΣ ΣΕΙΣΜΟΠΛΗΚΤΟΥΣ ΔΑΝΕΙΑ bbox=[1119, 1651, 1300, 1678]
article-paragraph: Εις του υπουργείον Εξωτερικών ελήφθη επιστολή Ελληνίδος κρατουμένης εις την Ρωσίαν, η οποία παρακαλεί δια της οποίας τους συγγενείς της να ενεργήσουν δια την επαναπατρισμόν της. Η επιστολή διεβιβάσθη εις τας αρμοδίας αρχάς. bbox=[83, 1033, 434, 1080]
article-paragraph: Δια νομοθετικού διατάγματος παρατείνεται η δέσμευσις των κεφαλαίων των νομικών προσώπων δημοσίου δικαίου. Η κυβέρνησις απεφάσισε την διενέργειαν των δημοτικών εκλογών εντός του φθινοπώρου. ΣΙΚΑΓΟΝ, 10. Επιστήμονες ανεκοίνωσαν ότι νέα ουσία επιβραδύνει την ανάπτυξιν καρκινικών όγκων. ΛΑΡΙΣΑ, 10. (Του ανταποκριτού μας). ΒΙΕΝΝΗ, 10. (Ρώυτερ). Οι καπνοκαλλιεργηταί της Μακεδονίας ευρίσκονται εις έσχατην ένδειαν. bbox=[1119, 1283, 1300, 1448]
short-news-grid bbox=[1119, 1239, 1679, 2159]
article-paragraph: Δια νομοθετικού διατάγματος παρατείνεται η δέσμευσις των κεφαλαίων των νομικών προσώπων δημοσίου δικαίου. Η κυβέρνησις απεφάσισε την διενέργειαν των δημοτικών εκλογών εντός του φθινοπώρου. ΣΙΚΑΓΟΝ, 10. Επιστήμονες ανεκοίνωσαν ότι νέα ουσία επιβραδύνει την ανάπτυξιν καρκινικών όγκων. ΛΑΡΙΣΑ, 10. (Του ανταποκριτού μας). ΒΙΕΝΝΗ, 10. (Ρώυτερ). Οι καπνοκαλλιεργηταί της Μακεδονίας ευρίσκονται εις έσχατην ένδειαν. bbox=[1119, 1239, 1489, 2158]
article-paragraph: Ως ανακοινούται, ο Οργανισμός του Ηλεκτρικού Σιδηροδρόμου Αθηνών - Πειραιώς κατήρτισε μελέτην δια την διέλευσιν των συρμών εντός ορύγματος από του Αμαρουσίου μέχρι της Κηφισίας. Η δαπάνη του έργου υπολογίζεται εις σημαντικόν ποσόν και θα καλυφθή από τους πόρους του Οργανισμού. Κ. ΧΡΙΣΤΟΠΟΥΛΟΣ. Π. ΚΑΝΕΛΛΟΠΟΥΛΟΣ. Κ. ΚΑΡΑΜΑΝΛΗΣ. Κ. ΤΣΑΤΣΟΣ. Γ. ΚΑΡΤΑΛΗΣ. Ο κ. Καραμανλής απήντησεν ότι η κυβέρνησις θα εξετάση το ζήτημα με κάθε προσοχήν και θα λάβη τας αναγκαίας αποφάσεις. Ο κ. Καρτάλης παρετήρησεν ότι η αντιπολίτευσις θα παρακολουθή στενώς την εφαρμογήν του προγράμματος. bbox=[263, 1661, 434, 1896]
weather-title: Ο ΚΑΙΡΟΣ bbox=[894, 1626, 1110, 1642]
news-title: ΦΟΝΟΣ ΚΡΕΟΠΩΛΟΥ ΜΕΤΑ ΠΟΛΕΜΕΦΟΔΙΩΝ ΕΙΧΕΝ ΕΙΣ ΤΗΝ ΟΙΚΙΑΝ ΤΟΥ bbox=[1119, 2049, 1300, 2086]
article-headline: ΣΗΜΕΡΟΝ ΘΑ ΥΠΟΒΛΗΘΗ ΤΟ ΣΧΕΔΙΟΝ ΣΥΜΒΑΣΕΩΣ ΔΙΑ ΤΑΣ ΑΕΡΟΠΟΡΙΚΑΣ ΣΥΓΚΟΙΝΩΝΙΑΣ ΤΗΣ ΧΩΡΑΣ bbox=[1142, 392, 1467, 448]
news-title: ΑΙ ΔΙΑΚΟΠΑΙ ΗΛΕΚΤΡΙΚΟΥ ΡΕΥΜΑΤΟΣ bbox=[443, 1518, 659, 1534]
article-paragraph: Ανεκοινώθη ότι η προθεσμία εγγραφής των φοιτητών εις το Πανεπιστήμιον Αθηνών παρατείνεται μέχρι τέλους του μηνός. bbox=[443, 1375, 659, 1409]
turkey-article-body bbox=[443, 1108, 1110, 1249]
column-separator bbox=[1115, 105, 1116, 2143]
newspaper-title: ΕΛΕΥΘΕΡΙΑ bbox=[710, 56, 973, 99]
article-paragraph: Δια νομοθετικού διατάγματος παρατείνεται η δέσμευσις των κεφαλαίων των νομικών προσώπων δημοσίου δικαίου. Η κυβέρνησις απεφάσισε την διενέργειαν των δημοτικών εκλογών εντός του φθινοπώρου. ΣΙΚΑΓΟΝ, 10. Επιστήμονες ανεκοίνωσαν ότι νέα ουσία επιβραδύνει την ανάπτυξιν καρκινικών όγκων. ΛΑΡΙΣΑ, 10. (Του ανταποκριτού μας). ΒΙΕΝΝΗ, 10. (Ρώυτερ). Οι καπνοκαλλιεργηταί της Μακεδονίας ευρίσκονται εις έσχατην ένδειαν. bbox=[1119, 1482, 1300, 1647]
article-body bbox=[1119, 1046, 1489, 1230]
news-title: ΠΛΗΚΤΙΚΑΙ ΣΥΝΕΔΡΙΑΙ ΥΠΟΥΡΓ. ΑΕΡΟΠΟΡΙΑΣ bbox=[1499, 1239, 1679, 1266]
news-title: Η ΚΥΒΕΡΝΗΣΙΣ ΔΙΑ ΤΑΣ ΑΝΑΠΑΡΑΓΩΓΗΜΑΤΙΚΑΣ ΔΗΜΟΤΙΚΑΣ ΕΚΛΟΓΑΣ bbox=[1309, 1338, 1489, 1375]
article-headline: ΠΑΡΕΔΟΘΗ ΕΙΣ ΤΑΣ ΑΡΧΑΣ ΕΥΒΟΙΑΣ Ο ΣΥΜΜΟΡΙΤΗΣ ΚΑΠΕΤΑΝ ΜΠΟΥΣΑΡΗΣ ΚΑΤΑΔΙΚΟΣ ΕΙΣ ΘΑΝΑΤΟΝ bbox=[1151, 834, 1457, 885]
article-paragraph: Η απεργία χθες υπαλλήλων των υπηρεσιών του Υπουργείου Οικονομικών ευρήκε πλήρη ανταπόκρισιν. Αι υπηρεσίαι παρέμειναν κλεισταί καθ' όλην την ημέραν. Η εκτελεστική επιτροπή της ΑΔΕΔΥ απεφάσισε την επέκτασιν της απεργίας εις όλας τας δημοσίας υπηρεσίας και τους οργανισμούς δημοσίου δικαίου από σήμερον. bbox=[443, 233, 772, 410]
article-paragraph: ΧΑΛΚΙΣ, 10. (Του ανταποκριτού μας).— Παρεδόθη σήμερον εις τας αρχάς ο επί σειράν ετών καταζητούμενος συμμορίτης Καπετάν Μπουσάρης, ο οποίος είχε καταδικασθή εις θάνατον υπό του Έκτακτου Στρατοδικείου. bbox=[1119, 888, 1489, 935]
article-paragraph: Δια νομοθετικού διατάγματος παρατείνεται η δέσμευσις των κεφαλαίων των νομικών προσώπων δημοσίου δικαίου. Η κυβέρνησις απεφάσισε την διενέργειαν των δημοτικών εκλογών εντός του φθινοπώρου. ΣΙΚΑΓΟΝ, 10. Επιστήμονες ανεκοίνωσαν ότι νέα ουσία επιβραδύνει την ανάπτυξιν καρκινικών όγκων. ΛΑΡΙΣΑ, 10. (Του ανταποκριτού μας). ΒΙΕΝΝΗ, 10. (Ρώυτερ). Οι καπνοκαλλιεργηταί της Μακεδονίας ευρίσκονται εις έσχατην ένδειαν. bbox=[1119, 1681, 1300, 1845]
article-paragraph: Η Ολυμπιακή Επιτροπή ανεκοίνωσεν ότι εις τους Ολυμπιακούς αγώνας της Μελβούρνης θα μετάσχη ισχυρά ελληνική ομάς αθλητών. Το Συμβούλιον της Επικρατείας θα εκδώση σήμερον την απόφασίν του επί των προσφυγών. Διά βασιλικού διατάγματος απεστρατεύθησαν δέκα ταξίαρχοι. bbox=[894, 1645, 1110, 1727]
article-paragraph: ΒΕΛΙΓΡΑΔΙΟΝ, 10. (Ρώυτερ).— Τηλεγράφημα του ραδιοφωνικού σταθμού της Σόφιας αναφέρει ότι η Βουλγαρική Βουλή συνεκλήθη εις έκτακτον συνεδρίασιν δια την προσεχή Δευτέραν. Κατά τους πολιτικούς κύκλους αναμένεται η καθαίρεσις του κ. Τσερβένκωφ από την προεδρίαν της κυβερνήσεως. bbox=[1119, 200, 1363, 317]
article-paragraph: Δια νομοθετικού διατάγματος παρατείνεται η δέσμευσις των κεφαλαίων των νομικών προσώπων δημοσίου δικαίου. Η κυβέρνησις απεφάσισε την διενέργειαν των δημοτικών εκλογών εντός του φθινοπώρου. ΣΙΚΑΓΟΝ, 10. Επιστήμονες ανεκοίνωσαν ότι νέα ουσία επιβραδύνει την ανάπτυξιν καρκινικών όγκων. ΛΑΡΙΣΑ, 10. (Του ανταποκριτού μας). ΒΙΕΝΝΗ, 10. (Ρώυτερ). Οι καπνοκαλλιεργηταί της Μακεδονίας ευρίσκονται εις έσχατην ένδειαν. bbox=[1309, 1974, 1489, 2138]
